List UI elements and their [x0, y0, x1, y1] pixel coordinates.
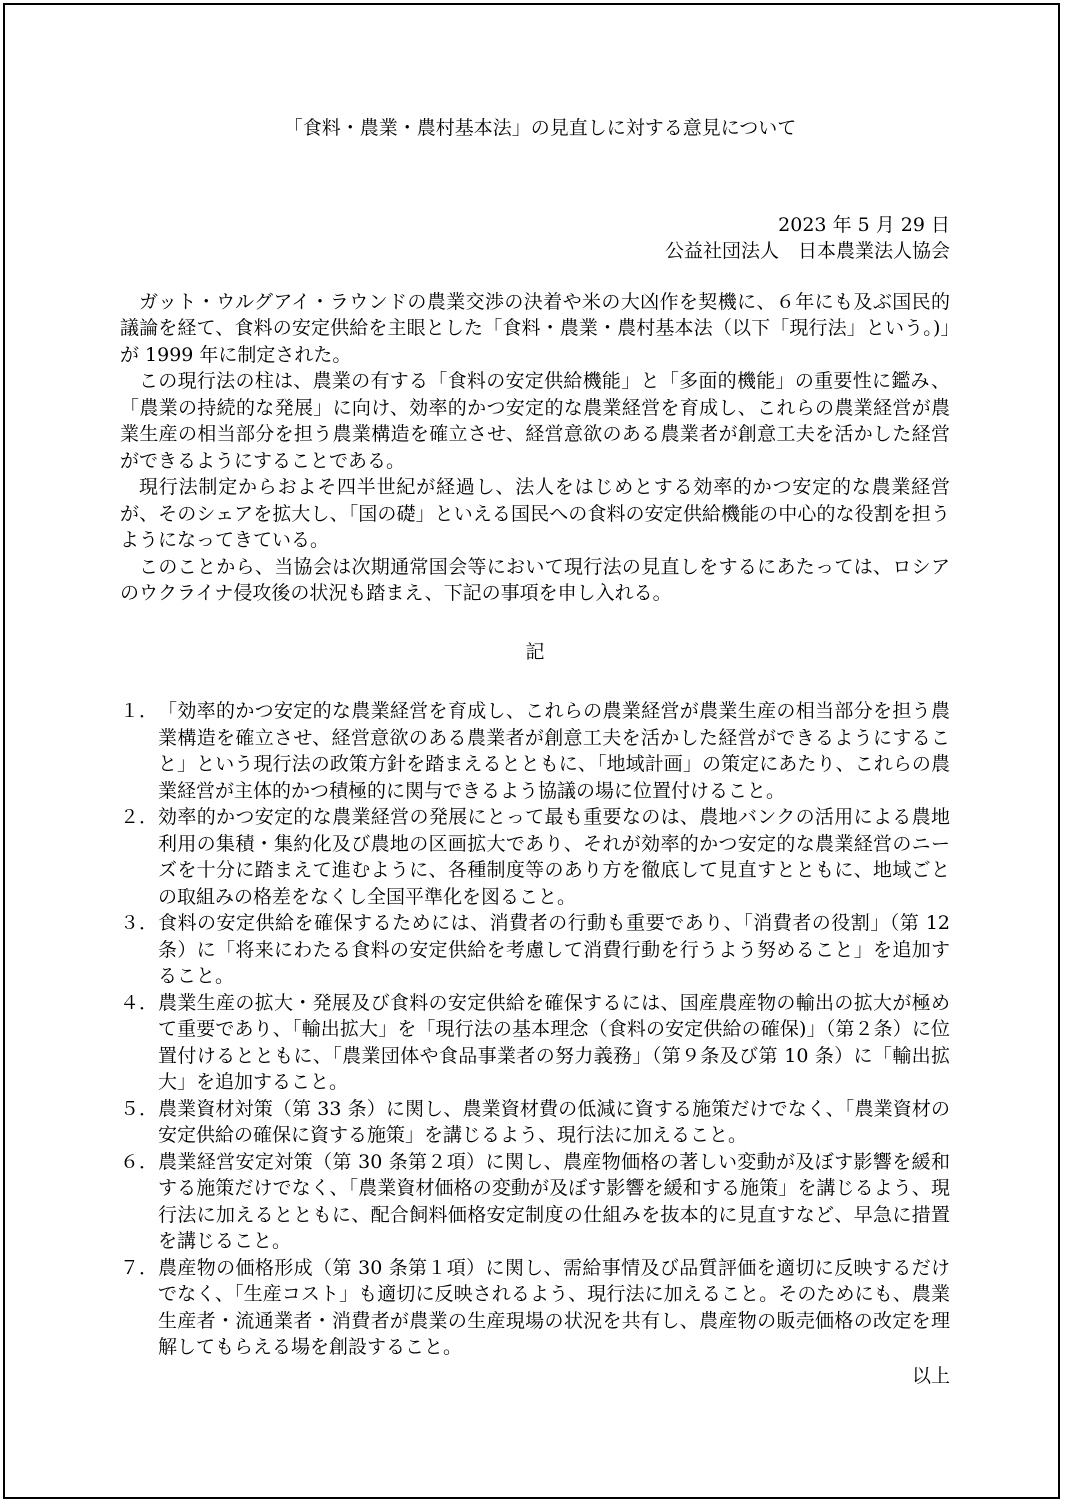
- closing-text: 以上: [911, 1364, 950, 1387]
- item-text: 「効率的かつ安定的な農業経営を育成し、これらの農業経営が農業生産の相当部分を担う農業構造を確立させ、経営意欲のある農業者が創意工夫を活かした経営ができるようにすること」という現行法の政策方針を踏まえるとともに、「地域計画」の策定にあたり、これらの農業経営が主体的かつ積極的に関与できるよう協議の場に位置付けること。: [158, 700, 950, 802]
- intro-paragraph: この現行法の柱は、農業の有する「食料の安定供給機能」と「多面的機能」の重要性に鑑み、「農業の持続的な発展」に向け、効率的かつ安定的な農業経営を育成し、これらの農業経営が農業生産の相当部分を担う農業構造を確立させ、経営意欲のある農業者が創意工夫を活かした経営ができるようにすることである。: [120, 370, 950, 472]
- item-number: ６．: [120, 1150, 159, 1173]
- item-text: 効率的かつ安定的な農業経営の発展にとって最も重要なのは、農地バンクの活用による農地利用の集積・集約化及び農地の区画拡大であり、それが効率的かつ安定的な農業経営のニーズを十分に踏まえて進むように、各種制度等のあり方を徹底して見直すとともに、地域ごとの取組みの格差をなくし全国平準化を図ること。: [158, 806, 950, 908]
- document-title: 「食料・農業・農村基本法」の見直しに対する意見について: [283, 117, 797, 139]
- request-list: [120, 698, 950, 1361]
- item-number: ７．: [120, 1256, 159, 1279]
- ki-heading: 記: [525, 640, 545, 663]
- header-block: [120, 212, 950, 265]
- item-number: ２．: [120, 806, 159, 828]
- request-item: [120, 990, 950, 1096]
- item-number: ３．: [120, 912, 159, 934]
- item-number: １．: [120, 700, 159, 722]
- document-body: [120, 115, 950, 1389]
- request-item: [120, 1255, 950, 1361]
- item-number: ４．: [120, 991, 159, 1014]
- intro-paragraph: このことから、当協会は次期通常国会等において現行法の見直しをするにあたっては、ロシアのウクライナ侵攻後の状況も踏まえ、下記の事項を申し入れる。: [120, 555, 950, 604]
- request-item: [120, 910, 950, 990]
- item-text: 食料の安定供給を確保するためには、消費者の行動も重要であり、「消費者の役割」（第 12 条）に「将来にわたる食料の安定供給を考慮して消費行動を行うよう努めること」を追加すること。: [158, 912, 950, 987]
- item-number: ５．: [120, 1097, 159, 1120]
- item-text: 農産物の価格形成（第 30 条第１項）に関し、需給事情及び品質評価を適切に反映するだけでなく、「生産コスト」も適切に反映されるよう、現行法に加えること。そのためにも、農業生産者・流通業者・消費者が農業の生産現場の状況を共有し、農産物の販売価格の改定を理解してもらえる場を創設すること。: [158, 1256, 950, 1358]
- sender-organization: 公益社団法人 日本農業法人協会: [664, 240, 950, 262]
- request-item: [120, 1096, 950, 1149]
- intro-paragraph: ガット・ウルグアイ・ラウンドの農業交渉の決着や米の大凶作を契機に、６年にも及ぶ国民的議論を経て、食料の安定供給を主眼とした「食料・農業・農村基本法（以下「現行法」という。)」が 1999 年に制定された。: [120, 290, 950, 366]
- request-item: [120, 698, 950, 804]
- request-item: [120, 804, 950, 910]
- item-text: 農業経営安定対策（第 30 条第２項）に関し、農産物価格の著しい変動が及ぼす影響を緩和する施策だけでなく、「農業資材価格の変動が及ぼす影響を緩和する施策」を講じるよう、現行法に加えるとともに、配合飼料価格安定制度の仕組みを抜本的に見直すなど、早急に措置を講じること。: [158, 1150, 950, 1252]
- document-date: 2023 年 5 月 29 日: [778, 213, 950, 236]
- item-text: 農業生産の拡大・発展及び食料の安定供給を確保するには、国産農産物の輸出の拡大が極めて重要であり、「輸出拡大」を「現行法の基本理念（食料の安定供給の確保)」（第２条）に位置付けるとともに、「農業団体や食品事業者の努力義務」（第９条及び第 10 条）に「輸出拡大」を追加すること。: [158, 991, 950, 1093]
- request-item: [120, 1149, 950, 1255]
- intro-paragraph: 現行法制定からおよそ四半世紀が経過し、法人をはじめとする効率的かつ安定的な農業経営が、そのシェアを拡大し、「国の礎」といえる国民への食料の安定供給機能の中心的な役割を担うようになってきている。: [120, 476, 950, 551]
- item-text: 農業資材対策（第 33 条）に関し、農業資材費の低減に資する施策だけでなく、「農業資材の安定供給の確保に資する施策」を講じるよう、現行法に加えること。: [158, 1097, 950, 1146]
